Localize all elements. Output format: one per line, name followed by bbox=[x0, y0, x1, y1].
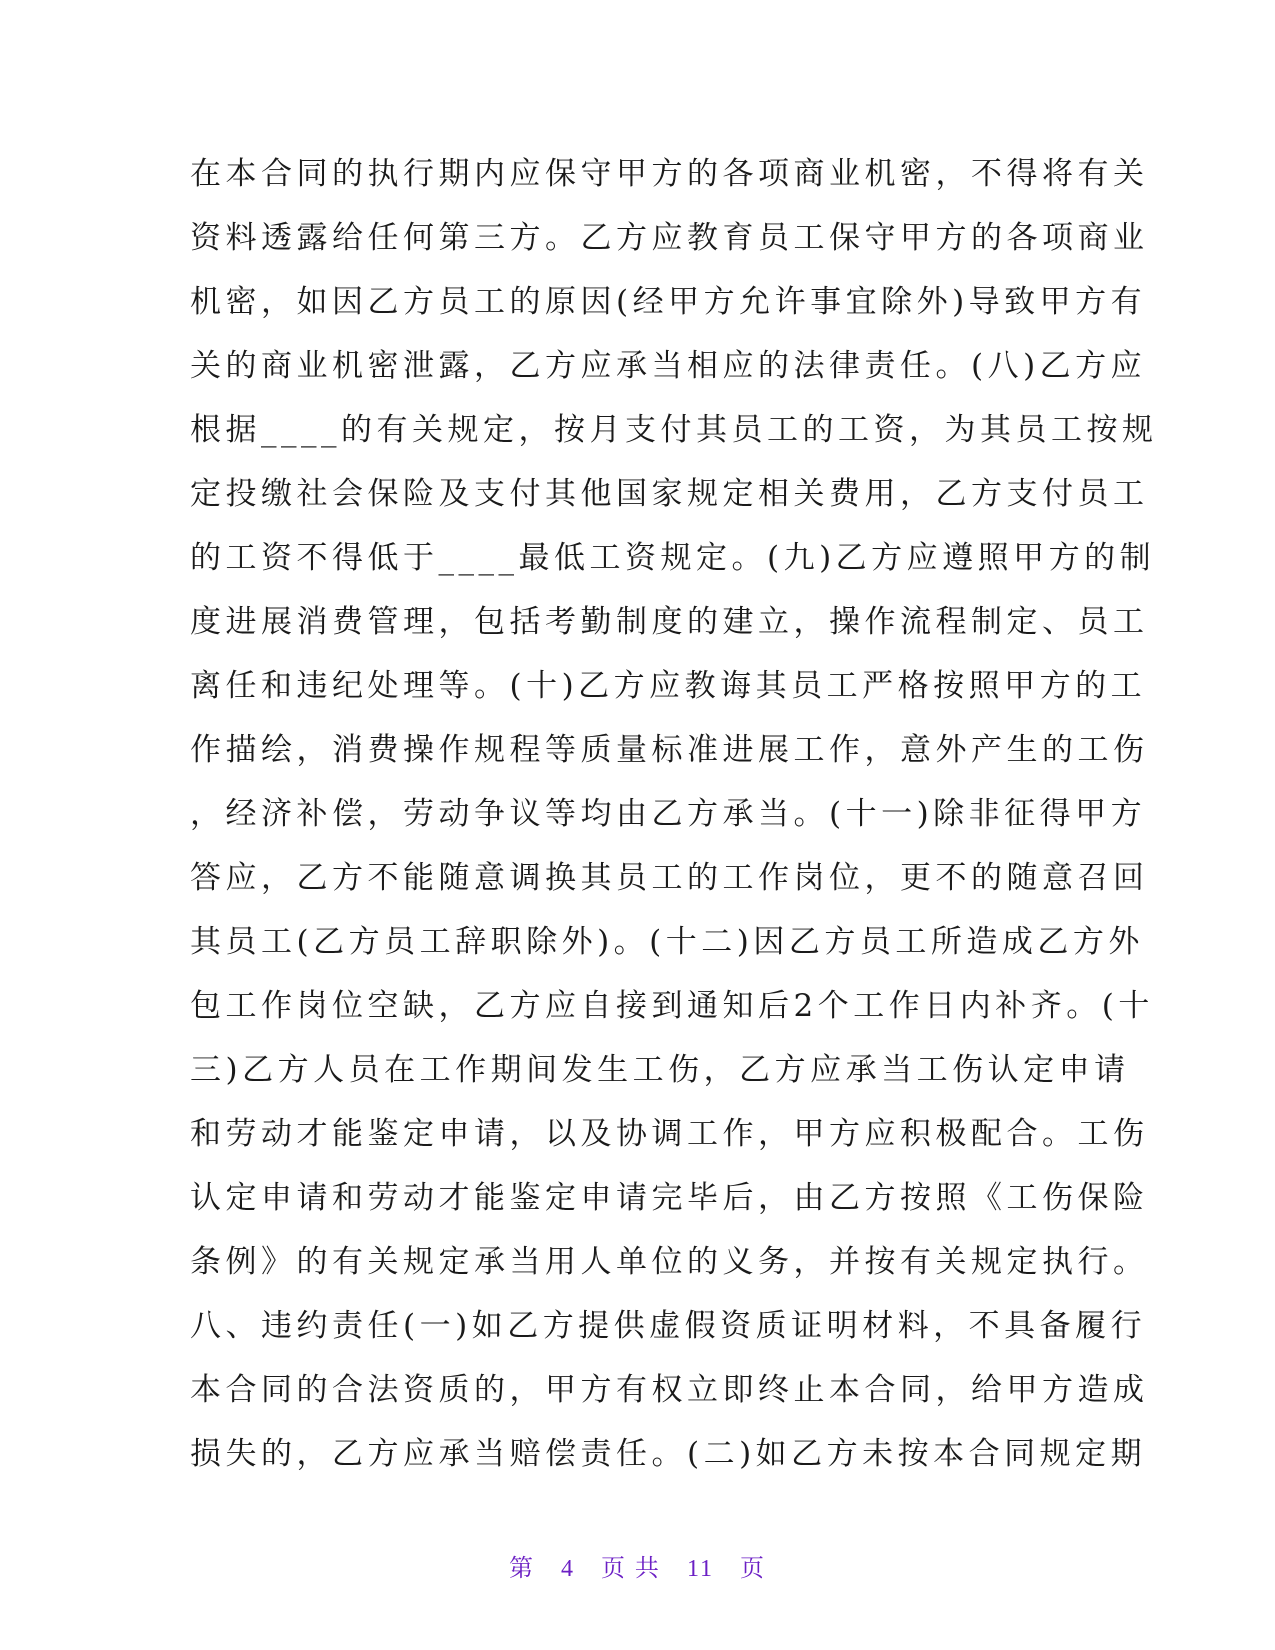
text-line: 和劳动才能鉴定申请，以及协调工作，甲方应积极配合。工伤 bbox=[190, 1116, 1149, 1152]
text-line: 离任和违纪处理等。(十)乙方应教诲其员工严格按照甲方的工 bbox=[190, 668, 1147, 704]
text-line: 八、违约责任(一)如乙方提供虚假资质证明材料，不具备履行 bbox=[190, 1308, 1147, 1344]
footer-suffix: 页 bbox=[740, 1556, 767, 1582]
text-line: 根据____的有关规定，按月支付其员工的工资，为其员工按规 bbox=[190, 412, 1158, 448]
text-line: 定投缴社会保险及支付其他国家规定相关费用，乙方支付员工 bbox=[190, 476, 1149, 512]
text-line: 损失的，乙方应承当赔偿责任。(二)如乙方未按本合同规定期 bbox=[190, 1436, 1147, 1472]
text-line: 资料透露给任何第三方。乙方应教育员工保守甲方的各项商业 bbox=[190, 220, 1149, 256]
text-line: 机密，如因乙方员工的原因(经甲方允许事宜除外)导致甲方有 bbox=[190, 284, 1147, 320]
text-line: 度进展消费管理，包括考勤制度的建立，操作流程制定、员工 bbox=[190, 604, 1149, 640]
body-text bbox=[190, 142, 1158, 1486]
current-page-number: 4 bbox=[560, 1556, 575, 1582]
text-line: 答应，乙方不能随意调换其员工的工作岗位，更不的随意召回 bbox=[190, 860, 1149, 896]
text-line: 认定申请和劳动才能鉴定申请完毕后，由乙方按照《工伤保险 bbox=[190, 1180, 1149, 1216]
text-line: 包工作岗位空缺，乙方应自接到通知后2个工作日内补齐。(十 bbox=[190, 988, 1154, 1024]
text-line: 三)乙方人员在工作期间发生工伤，乙方应承当工伤认定申请 bbox=[190, 1052, 1130, 1088]
footer-middle: 页 共 bbox=[600, 1556, 661, 1582]
text-line: ，经济补偿，劳动争议等均由乙方承当。(十一)除非征得甲方 bbox=[190, 796, 1147, 832]
total-pages-number: 11 bbox=[686, 1556, 715, 1582]
text-line: 关的商业机密泄露，乙方应承当相应的法律责任。(八)乙方应 bbox=[190, 348, 1147, 384]
text-line: 的工资不得低于____最低工资规定。(九)乙方应遵照甲方的制 bbox=[190, 540, 1156, 576]
text-line: 其员工(乙方员工辞职除外)。(十二)因乙方员工所造成乙方外 bbox=[190, 924, 1144, 960]
text-line: 本合同的合法资质的，甲方有权立即终止本合同，给甲方造成 bbox=[190, 1372, 1149, 1408]
text-line: 在本合同的执行期内应保守甲方的各项商业机密，不得将有关 bbox=[190, 156, 1149, 192]
page-footer bbox=[0, 1548, 1275, 1583]
text-line: 条例》的有关规定承当用人单位的义务，并按有关规定执行。 bbox=[190, 1244, 1149, 1280]
footer-prefix: 第 bbox=[508, 1556, 535, 1582]
text-line: 作描绘，消费操作规程等质量标准进展工作，意外产生的工伤 bbox=[190, 732, 1149, 768]
